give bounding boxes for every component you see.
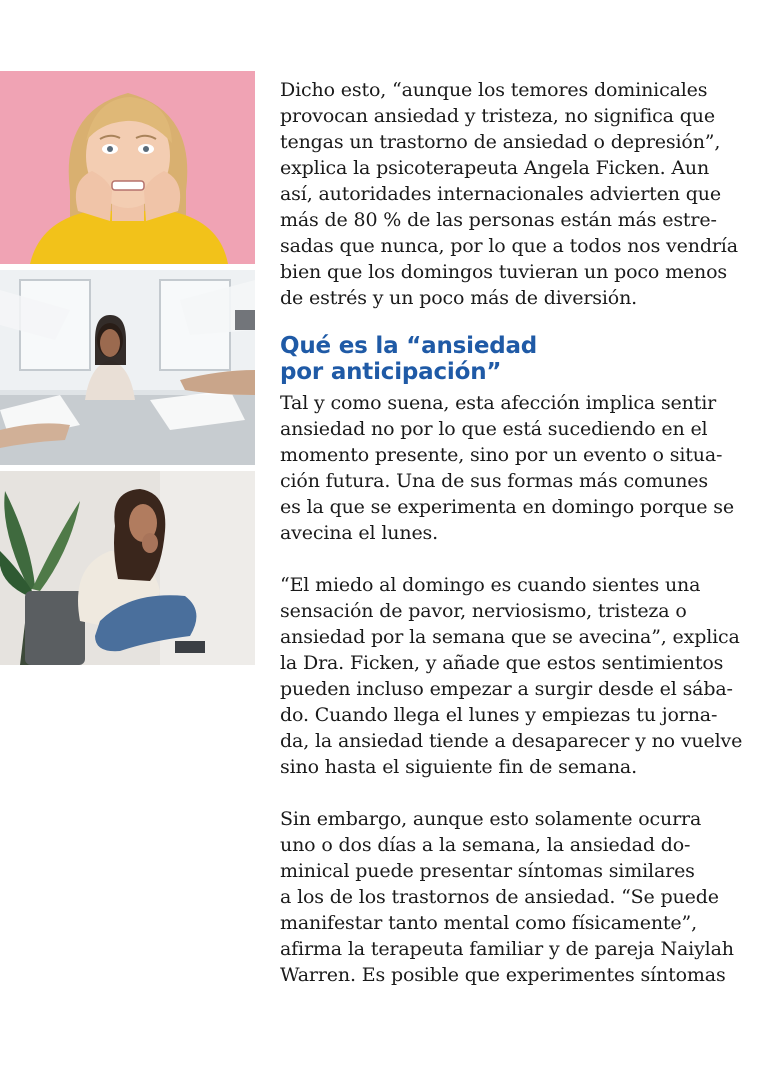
text-line: afirma la terapeuta familiar y de pareja Naiylah: [280, 938, 734, 960]
woman-sitting-worried-photo: [0, 471, 255, 665]
text-line: de estrés y un poco más de diversión.: [280, 287, 638, 309]
article-column: [280, 77, 743, 988]
text-line: bien que los domingos tuvieran un poco menos: [280, 261, 728, 283]
text-line: sino hasta el siguiente fin de semana.: [280, 756, 637, 778]
text-line: sensación de pavor, nerviosismo, tristeza o: [280, 600, 687, 622]
text-line: ción futura. Una de sus formas más comunes: [280, 470, 708, 492]
heading-line: Qué es la “ansiedad: [280, 333, 538, 359]
text-line: sadas que nunca, por lo que a todos nos vendría: [280, 235, 738, 257]
heading-line: por anticipación”: [280, 359, 502, 385]
text-line: provocan ansiedad y tristeza, no significa que: [280, 105, 715, 127]
article-paragraph-2: [280, 390, 740, 546]
text-line: explica la psicoterapeuta Angela Ficken. Aun: [280, 157, 710, 179]
article-paragraph-4: [280, 806, 740, 988]
text-line: manifestar tanto mental como físicamente”,: [280, 912, 697, 934]
text-line: pueden incluso empezar a surgir desde el sába-: [280, 678, 733, 700]
section-heading: [280, 333, 740, 385]
text-line: ansiedad por la semana que se avecina”, explica: [280, 626, 740, 648]
article-paragraph-3: [280, 572, 743, 780]
article-paragraph-1: [280, 77, 740, 311]
text-line: momento presente, sino por un evento o situa-: [280, 444, 723, 466]
text-line: ansiedad no por lo que está sucediendo en el: [280, 418, 708, 440]
text-line: Sin embargo, aunque esto solamente ocurra: [280, 808, 702, 830]
text-line: a los de los trastornos de ansiedad. “Se puede: [280, 886, 719, 908]
text-line: Warren. Es posible que experimentes síntomas: [280, 964, 726, 986]
text-line: Tal y como suena, esta afección implica sentir: [280, 392, 717, 414]
text-line: más de 80 % de las personas están más estre-: [280, 209, 717, 231]
text-line: la Dra. Ficken, y añade que estos sentimientos: [280, 652, 724, 674]
text-line: da, la ansiedad tiende a desaparecer y no vuelve: [280, 730, 743, 752]
text-line: es la que se experimenta en domingo porque se: [280, 496, 734, 518]
woman-biting-nails-photo: [0, 71, 255, 264]
text-line: uno o dos días a la semana, la ansiedad do-: [280, 834, 691, 856]
text-line: tengas un trastorno de ansiedad o depresión”,: [280, 131, 721, 153]
text-line: así, autoridades internacionales advierten que: [280, 183, 721, 205]
text-line: avecina el lunes.: [280, 522, 439, 544]
text-line: minical puede presentar síntomas similares: [280, 860, 695, 882]
text-line: “El miedo al domingo es cuando sientes una: [280, 574, 701, 596]
woman-surrounded-by-papers-photo: [0, 270, 255, 465]
text-line: do. Cuando llega el lunes y empiezas tu jorna-: [280, 704, 718, 726]
text-line: Dicho esto, “aunque los temores dominicales: [280, 79, 708, 101]
